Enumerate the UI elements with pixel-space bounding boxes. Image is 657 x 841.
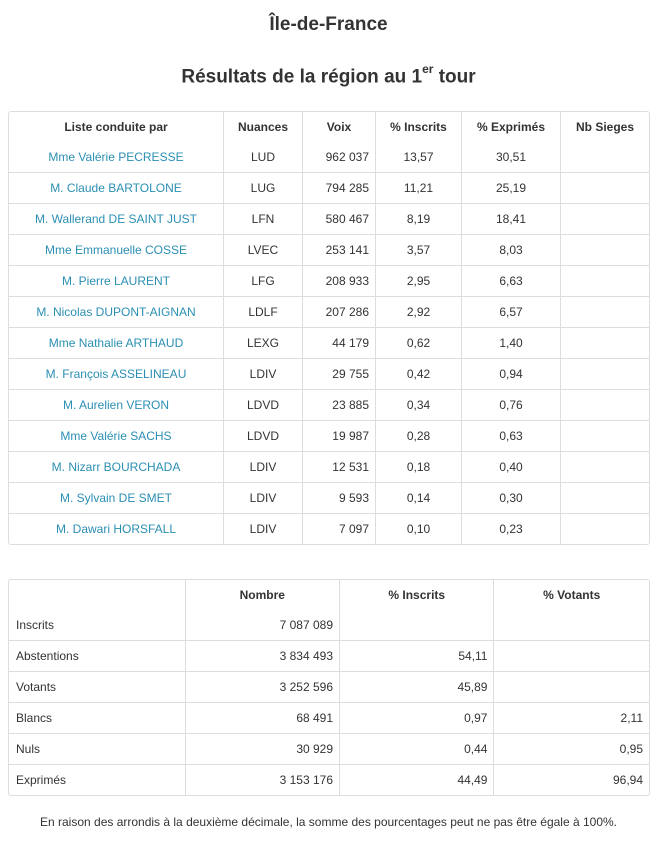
voix-cell: 207 286 <box>303 297 376 328</box>
candidate-name-link[interactable]: Mme Emmanuelle COSSE <box>44 243 188 257</box>
results-title-prefix: Résultats de la région au 1 <box>181 66 423 88</box>
summary-pct-votants: 96,94 <box>612 773 643 787</box>
nb-sieges-cell <box>561 266 649 297</box>
voix-cell: 794 285 <box>303 173 376 204</box>
summary-nombre: 30 929 <box>186 734 340 765</box>
candidate-name-link[interactable]: M. Nicolas DUPONT-AIGNAN <box>36 305 196 319</box>
pct-exprimes-cell: 0,40 <box>462 452 561 483</box>
region-title: Île-de-France <box>269 14 388 35</box>
pct-inscrits-cell: 2,92 <box>376 297 462 328</box>
candidate-name-link[interactable]: M. Pierre LAURENT <box>61 274 171 288</box>
voix-cell: 12 531 <box>303 452 376 483</box>
summary-label: Votants <box>9 672 186 703</box>
candidate-name-link[interactable]: Mme Valérie SACHS <box>60 429 172 443</box>
candidate-name-link[interactable]: M. Wallerand DE SAINT JUST <box>34 212 198 226</box>
summary-label: Blancs <box>9 703 186 734</box>
nb-sieges-cell <box>561 483 649 514</box>
candidate-name-link[interactable]: M. Aurelien VERON <box>62 398 170 412</box>
nuance-cell: LDIV <box>224 514 303 544</box>
pct-exprimes-cell: 0,23 <box>462 514 561 544</box>
pct-inscrits-cell: 0,28 <box>376 421 462 452</box>
header-liste: Liste conduite par <box>9 112 224 142</box>
voix-cell: 19 987 <box>303 421 376 452</box>
candidate-name-link[interactable]: Mme Valérie PECRESSE <box>48 150 184 164</box>
voix-cell: 29 755 <box>303 359 376 390</box>
nb-sieges-cell <box>561 142 649 173</box>
summary-pct-votants <box>494 610 649 641</box>
nuance-cell: LFG <box>224 266 303 297</box>
candidate-cell <box>9 390 224 421</box>
summary-header-row <box>9 580 649 610</box>
summary-header-pct-inscrits: % Inscrits <box>340 580 494 610</box>
table-row <box>9 359 649 390</box>
candidate-cell <box>9 173 224 204</box>
candidate-cell <box>9 359 224 390</box>
results-header-row <box>9 112 649 142</box>
voix-cell: 7 097 <box>303 514 376 544</box>
table-row <box>9 142 649 173</box>
summary-pct-inscrits: 54,11 <box>340 641 494 672</box>
pct-inscrits-cell: 0,10 <box>376 514 462 544</box>
summary-row <box>9 703 649 734</box>
candidate-cell <box>9 297 224 328</box>
header-voix: Voix <box>303 112 376 142</box>
header-pct-inscrits: % Inscrits <box>376 112 462 142</box>
candidate-cell <box>9 204 224 235</box>
candidate-name-link[interactable]: M. Dawari HORSFALL <box>55 522 177 536</box>
voix-cell: 253 141 <box>303 235 376 266</box>
summary-row <box>9 641 649 672</box>
table-row <box>9 390 649 421</box>
summary-label: Abstentions <box>9 641 186 672</box>
candidate-cell <box>9 483 224 514</box>
voix-cell: 23 885 <box>303 390 376 421</box>
table-row <box>9 297 649 328</box>
candidate-cell <box>9 142 224 173</box>
candidate-cell <box>9 266 224 297</box>
results-title-suffix: tour <box>433 66 476 88</box>
results-title-sup: er <box>422 62 434 76</box>
pct-inscrits-cell: 13,57 <box>376 142 462 173</box>
summary-row <box>9 734 649 765</box>
nb-sieges-cell <box>561 390 649 421</box>
footnote: En raison des arrondis à la deuxième décimale, la somme des pourcentages peut ne pas être égale à 100%. <box>39 815 617 829</box>
voix-cell: 580 467 <box>303 204 376 235</box>
pct-inscrits-cell: 0,34 <box>376 390 462 421</box>
candidate-name-link[interactable]: Mme Nathalie ARTHAUD <box>48 336 184 350</box>
voix-cell: 44 179 <box>303 328 376 359</box>
nb-sieges-cell <box>561 204 649 235</box>
summary-pct-votants <box>494 641 649 672</box>
nuance-cell: LUG <box>224 173 303 204</box>
summary-nombre: 3 834 493 <box>186 641 340 672</box>
pct-exprimes-cell: 6,63 <box>462 266 561 297</box>
nb-sieges-cell <box>561 452 649 483</box>
nuance-cell: LDVD <box>224 390 303 421</box>
nb-sieges-cell <box>561 235 649 266</box>
summary-header-empty <box>9 580 186 610</box>
nuance-cell: LDIV <box>224 359 303 390</box>
pct-inscrits-cell: 3,57 <box>376 235 462 266</box>
pct-inscrits-cell: 8,19 <box>376 204 462 235</box>
nuance-cell: LDLF <box>224 297 303 328</box>
pct-exprimes-cell: 6,57 <box>462 297 561 328</box>
voix-cell: 9 593 <box>303 483 376 514</box>
nuance-cell: LUD <box>224 142 303 173</box>
summary-row <box>9 610 649 641</box>
summary-nombre: 3 153 176 <box>186 765 340 795</box>
nb-sieges-cell <box>561 173 649 204</box>
pct-inscrits-cell: 0,62 <box>376 328 462 359</box>
summary-nombre: 68 491 <box>186 703 340 734</box>
summary-header-nombre: Nombre <box>186 580 340 610</box>
pct-inscrits-cell: 11,21 <box>376 173 462 204</box>
summary-pct-inscrits: 0,97 <box>340 703 494 734</box>
summary-pct-votants: 2,11 <box>494 703 649 734</box>
summary-row <box>9 765 649 795</box>
nuance-cell: LDIV <box>224 483 303 514</box>
table-row <box>9 483 649 514</box>
pct-exprimes-cell: 18,41 <box>462 204 561 235</box>
summary-nombre: 7 087 089 <box>186 610 340 641</box>
summary-pct-inscrits: 44,49 <box>340 765 494 795</box>
results-title <box>0 64 657 88</box>
summary-pct-inscrits: 45,89 <box>340 672 494 703</box>
summary-pct-votants: 0,95 <box>494 734 649 765</box>
candidate-cell <box>9 328 224 359</box>
summary-header-pct-votants: % Votants <box>543 588 601 602</box>
pct-exprimes-cell: 0,30 <box>462 483 561 514</box>
candidate-cell <box>9 452 224 483</box>
pct-inscrits-cell: 0,14 <box>376 483 462 514</box>
pct-exprimes-cell: 8,03 <box>462 235 561 266</box>
table-row <box>9 235 649 266</box>
header-nuances: Nuances <box>224 112 303 142</box>
summary-table <box>8 579 650 796</box>
nuance-cell: LDIV <box>224 452 303 483</box>
table-row <box>9 266 649 297</box>
summary-label: Inscrits <box>9 610 186 641</box>
results-table <box>8 111 650 545</box>
nuance-cell: LEXG <box>224 328 303 359</box>
nuance-cell: LDVD <box>224 421 303 452</box>
summary-pct-votants <box>494 672 649 703</box>
summary-row <box>9 672 649 703</box>
pct-exprimes-cell: 30,51 <box>462 142 561 173</box>
candidate-name-link[interactable]: M. François ASSELINEAU <box>45 367 187 381</box>
candidate-cell <box>9 514 224 544</box>
candidate-name-link[interactable]: M. Nizarr BOURCHADA <box>51 460 181 474</box>
pct-exprimes-cell: 1,40 <box>462 328 561 359</box>
candidate-cell <box>9 421 224 452</box>
pct-inscrits-cell: 0,18 <box>376 452 462 483</box>
voix-cell: 208 933 <box>303 266 376 297</box>
nb-sieges-cell <box>561 421 649 452</box>
pct-inscrits-cell: 2,95 <box>376 266 462 297</box>
candidate-cell <box>9 235 224 266</box>
table-row <box>9 452 649 483</box>
table-row <box>9 514 649 544</box>
header-nb-sieges: Nb Sieges <box>575 120 635 134</box>
pct-inscrits-cell: 0,42 <box>376 359 462 390</box>
nb-sieges-cell <box>561 328 649 359</box>
pct-exprimes-cell: 0,94 <box>462 359 561 390</box>
nb-sieges-cell <box>561 514 649 544</box>
table-row <box>9 328 649 359</box>
table-row <box>9 173 649 204</box>
candidate-name-link[interactable]: M. Sylvain DE SMET <box>59 491 173 505</box>
header-pct-exprimes: % Exprimés <box>462 112 561 142</box>
nuance-cell: LVEC <box>224 235 303 266</box>
nb-sieges-cell <box>561 359 649 390</box>
summary-pct-inscrits: 0,44 <box>340 734 494 765</box>
pct-exprimes-cell: 0,76 <box>462 390 561 421</box>
pct-exprimes-cell: 25,19 <box>462 173 561 204</box>
table-row <box>9 204 649 235</box>
candidate-name-link[interactable]: M. Claude BARTOLONE <box>50 181 182 195</box>
summary-pct-inscrits <box>340 610 494 641</box>
voix-cell: 962 037 <box>303 142 376 173</box>
nuance-cell: LFN <box>224 204 303 235</box>
table-row <box>9 421 649 452</box>
summary-label: Nuls <box>9 734 186 765</box>
summary-label: Exprimés <box>9 765 186 795</box>
summary-nombre: 3 252 596 <box>186 672 340 703</box>
nb-sieges-cell <box>561 297 649 328</box>
pct-exprimes-cell: 0,63 <box>462 421 561 452</box>
